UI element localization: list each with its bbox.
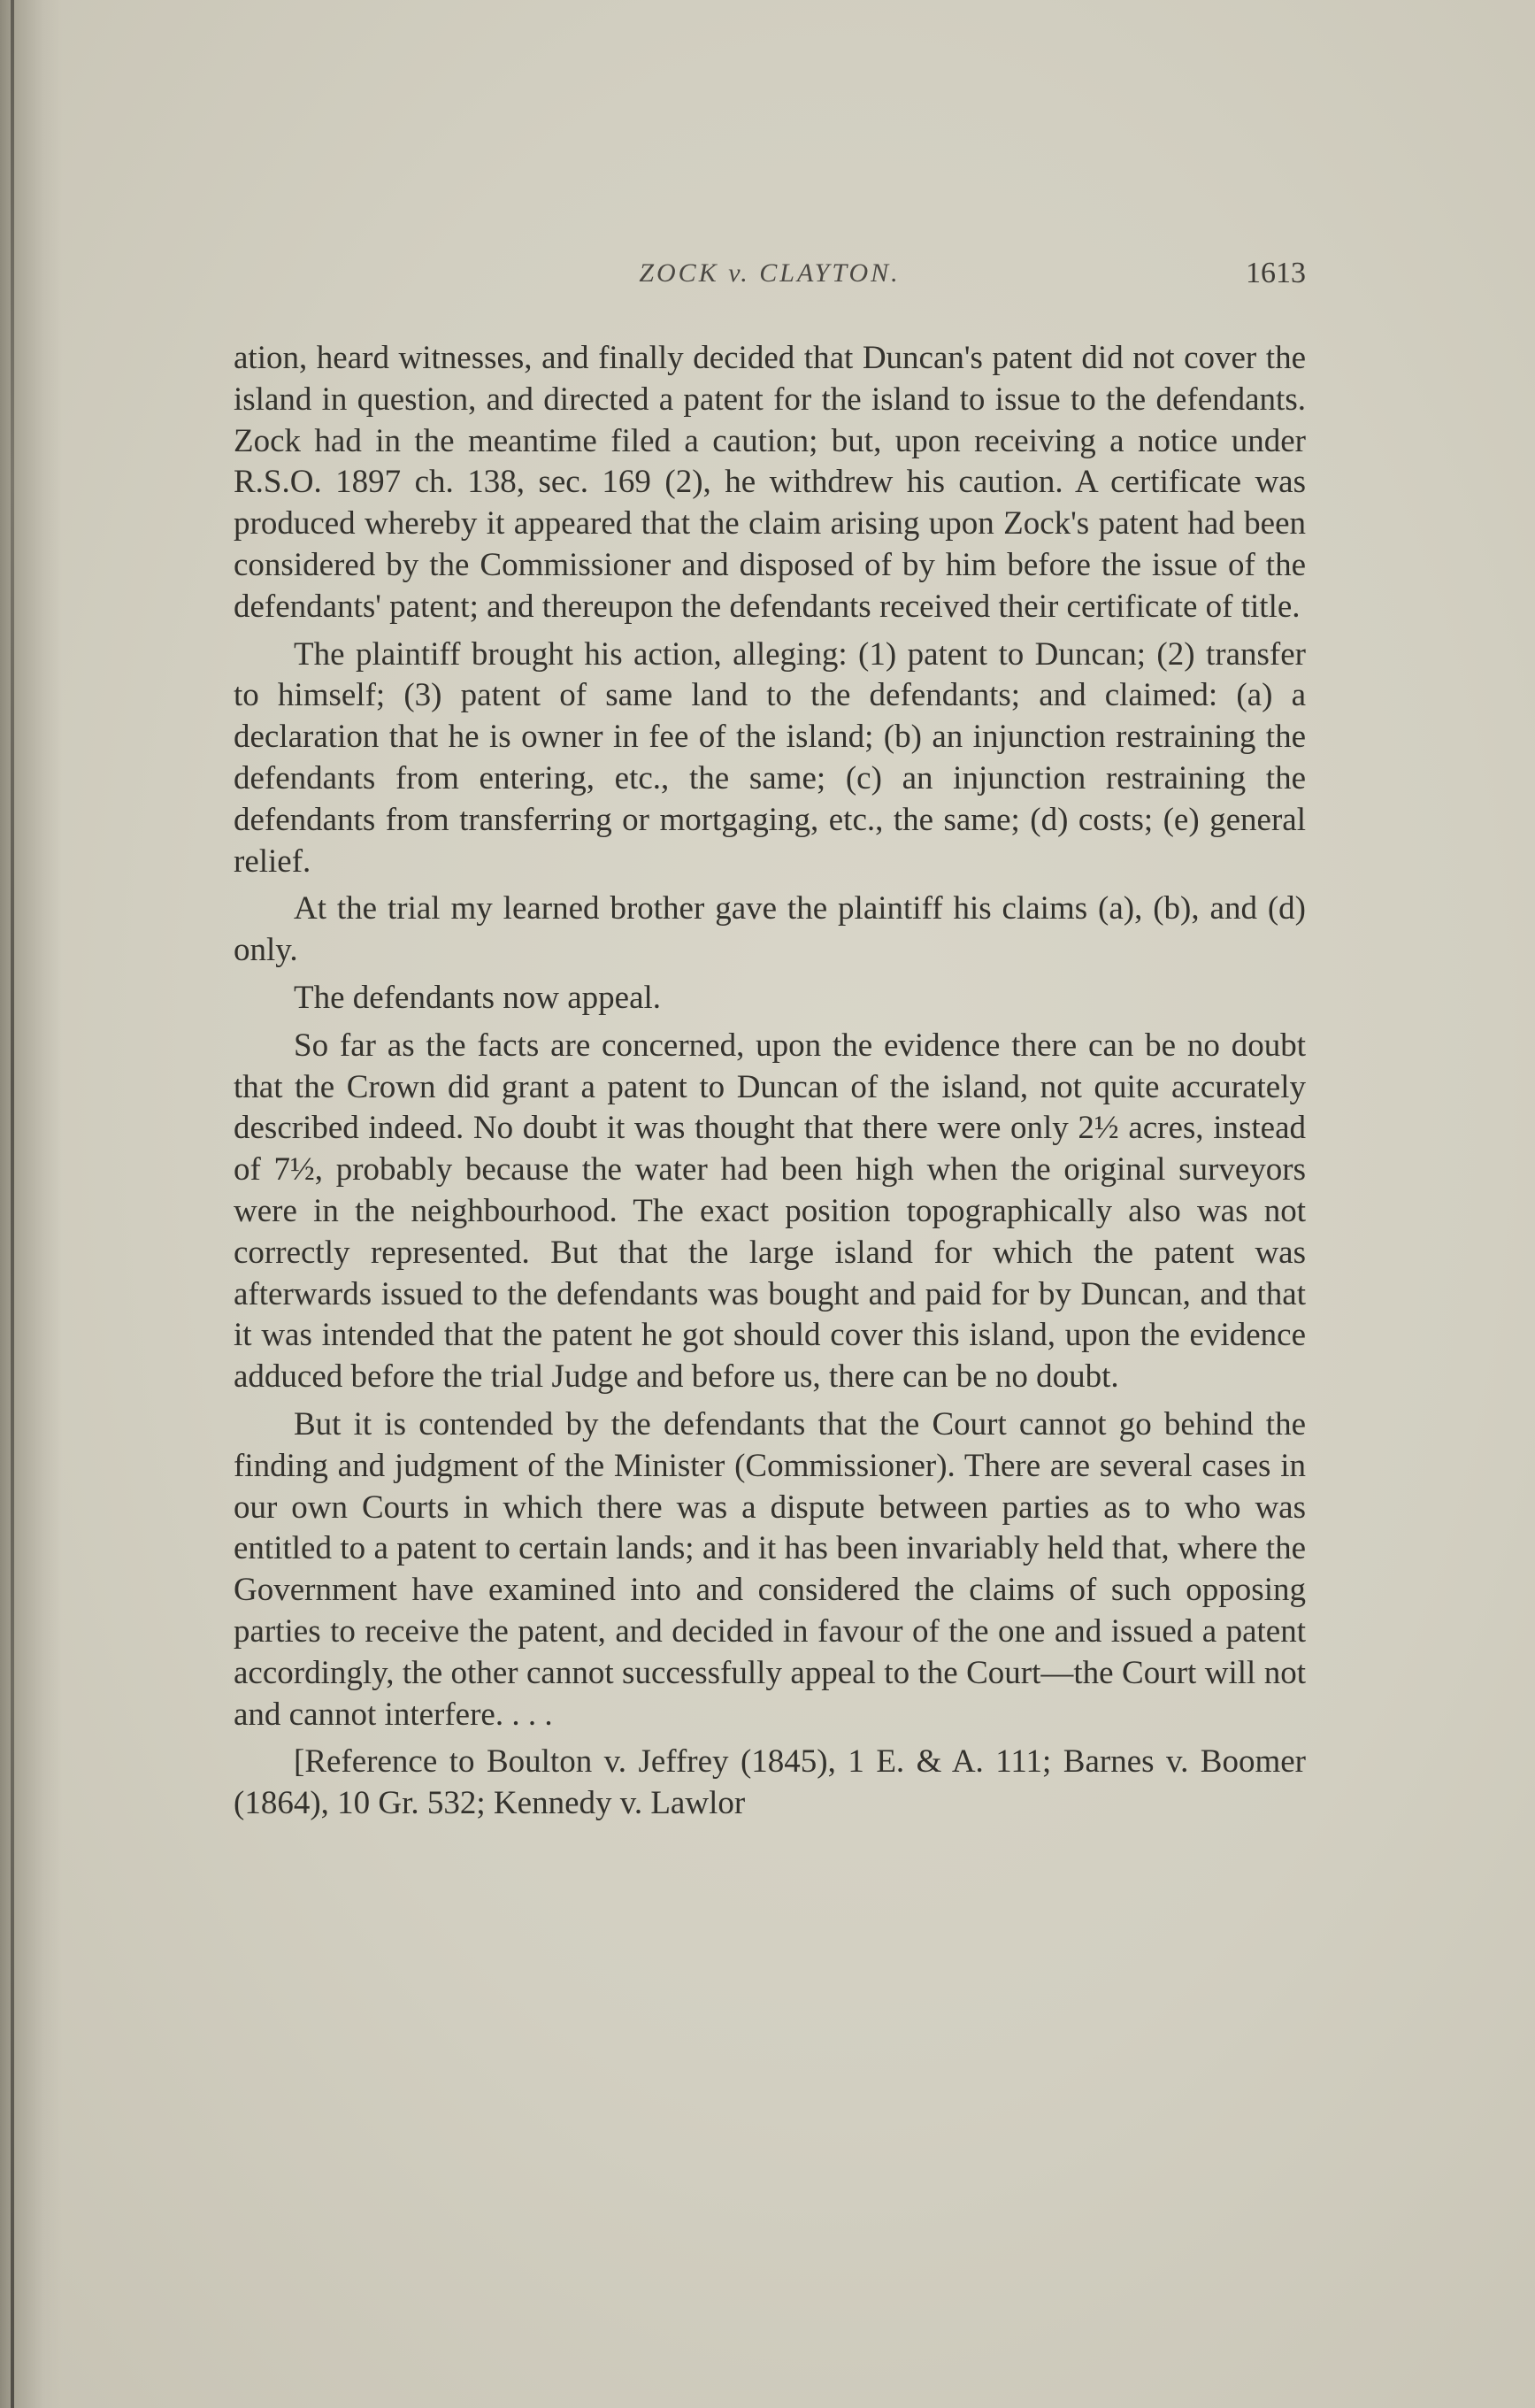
paragraph-appeal: The defendants now appeal. bbox=[294, 979, 662, 1016]
paragraph-trial-result: At the trial my learned brother gave the plaintiff his claims (a), (b), and (d) only. bbox=[234, 890, 1306, 969]
paragraph-references: [Reference to Boulton v. Jeffrey (1845), 1 E. & A. 111; Barnes v. Boomer (1864), 10 Gr. 532; Kennedy v. Lawlor bbox=[234, 1743, 1306, 1822]
paragraph-plaintiff-claims: The plaintiff brought his action, alleging: (1) patent to Duncan; (2) transfer to himself; (3) patent of same land to the defendants; and claimed: (a) a declaration that he is owner in fee of the island; (b) an injunction restraining the defendants from entering, etc., the same; (c) an injunction restraining the defendants from transferring or mortgaging, etc., the same; (d) costs; (e) general relief. bbox=[234, 635, 1306, 880]
binding-edge bbox=[11, 0, 14, 2408]
body-text bbox=[234, 338, 1306, 1831]
running-title: ZOCK v. CLAYTON. bbox=[639, 258, 901, 288]
page-number: 1613 bbox=[1246, 257, 1306, 289]
paragraph-facts: So far as the facts are concerned, upon the evidence there can be no doubt that the Crown did grant a patent to Duncan of the island, not quite accurately described indeed. No doubt it was thought that there were only 2½ acres, instead of 7½, probably because the water had been high when the original surveyors were in the neighbourhood. The exact position topographically also was not correctly represented. But that the large island for which the patent was afterwards issued to the defendants was bought and paid for by Duncan, and that it was intended that the patent he got should cover this island, upon the evidence adduced before the trial Judge and before us, there can be no doubt. bbox=[234, 1027, 1306, 1396]
paragraph-contention: But it is contended by the defendants that the Court cannot go behind the finding and judgment of the Minister (Commissioner). There are several cases in our own Courts in which there was a dispute between parties as to who was entitled to a patent to certain lands; and it has been invariably held that, where the Government have examined into and considered the claims of such opposing parties to receive the patent, and decided in favour of the one and issued a patent accordingly, the other cannot successfully appeal to the Court—the Court will not and cannot interfere. . . . bbox=[234, 1405, 1306, 1733]
running-head bbox=[234, 257, 1306, 306]
binding-gutter-shadow bbox=[0, 0, 62, 2408]
paragraph-continued: ation, heard witnesses, and finally decided that Duncan's patent did not cover the island in question, and directed a patent for the island to issue to the defendants. Zock had in the meantime filed a caution; but, upon receiving a notice under R.S.O. 1897 ch. 138, sec. 169 (2), he withdrew his caution. A certificate was produced whereby it appeared that the claim arising upon Zock's patent had been considered by the Commissioner and disposed of by him before the issue of the defendants' patent; and thereupon the defendants received their certificate of title. bbox=[234, 340, 1306, 625]
